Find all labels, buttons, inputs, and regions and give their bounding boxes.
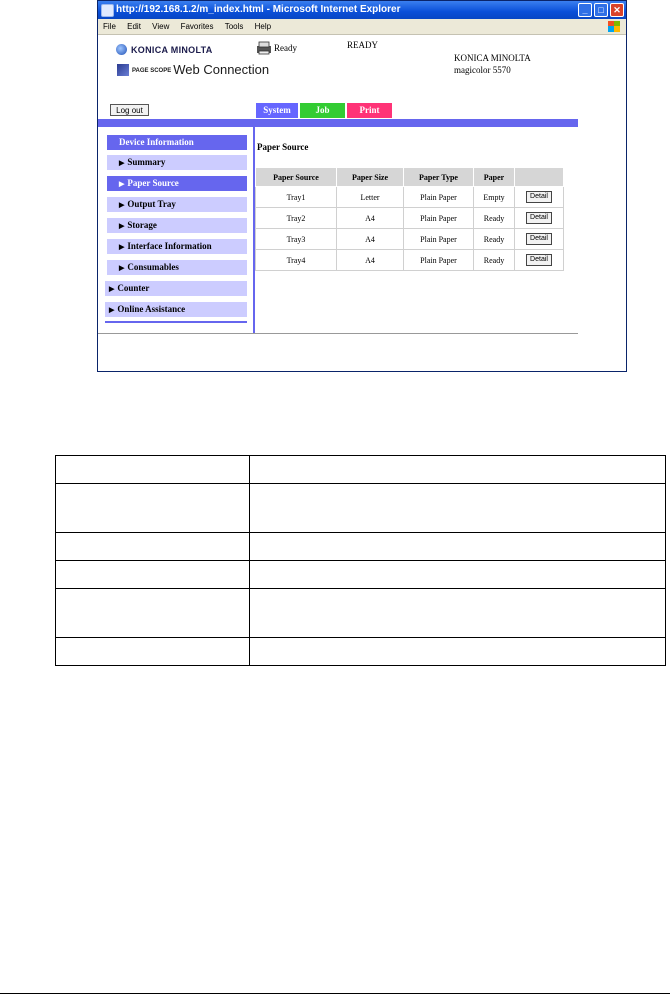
cell-status: Ready	[474, 208, 515, 229]
detail-button[interactable]: Detail	[526, 191, 552, 203]
table-row	[56, 484, 666, 533]
table-cell	[250, 589, 666, 638]
tab-system[interactable]: System	[256, 103, 298, 118]
cell-size: A4	[337, 250, 404, 271]
cell-action	[515, 229, 564, 250]
table-row	[256, 250, 564, 271]
table-cell	[250, 533, 666, 561]
windows-logo-icon	[608, 21, 620, 32]
sidebar-item-consumables[interactable]	[107, 260, 247, 275]
detail-button[interactable]: Detail	[526, 233, 552, 245]
cell-action	[515, 208, 564, 229]
sidebar-item-counter[interactable]	[105, 281, 247, 296]
sidebar-item-summary[interactable]	[107, 155, 247, 170]
cell-size: Letter	[337, 187, 404, 208]
cell-source: Tray3	[256, 229, 337, 250]
menu-help[interactable]: Help	[254, 22, 272, 31]
cell-type: Plain Paper	[404, 187, 474, 208]
table-row	[256, 229, 564, 250]
page-title: Paper Source	[257, 142, 309, 152]
table-cell	[56, 589, 250, 638]
column-header: Paper Type	[404, 168, 474, 187]
column-header-action	[515, 168, 564, 187]
table-cell	[250, 456, 666, 484]
konica-minolta-logo	[116, 44, 213, 55]
tab-job[interactable]: Job	[300, 103, 345, 118]
sidebar-item-label: Summary	[127, 157, 166, 167]
table-cell	[250, 484, 666, 533]
cell-status: Ready	[474, 250, 515, 271]
device-status: READY	[347, 40, 378, 50]
cell-type: Plain Paper	[404, 229, 474, 250]
column-header: Paper	[474, 168, 515, 187]
model-maker: KONICA MINOLTA	[454, 53, 531, 63]
table-row	[256, 187, 564, 208]
maximize-icon[interactable]: □	[594, 3, 608, 17]
sidebar	[98, 127, 255, 333]
title-bar	[98, 1, 626, 19]
table-cell	[56, 456, 250, 484]
cell-action	[515, 187, 564, 208]
table-cell	[250, 561, 666, 589]
pagescope-icon	[117, 64, 129, 76]
table-cell	[56, 638, 250, 666]
logout-button[interactable]: Log out	[110, 104, 149, 116]
table-row	[56, 456, 666, 484]
sidebar-item-label: Consumables	[127, 262, 179, 272]
description-table	[55, 455, 666, 666]
menu-tools[interactable]: Tools	[224, 22, 244, 31]
content-bottom-divider	[98, 333, 578, 334]
sidebar-item-label: Online Assistance	[117, 304, 186, 314]
cell-type: Plain Paper	[404, 250, 474, 271]
sidebar-item-paper-source[interactable]	[107, 176, 247, 191]
table-row	[56, 589, 666, 638]
cell-status: Ready	[474, 229, 515, 250]
product-name: Web Connection	[173, 62, 270, 77]
arrow-right-icon: ▶	[119, 159, 125, 167]
tab-print[interactable]: Print	[347, 103, 392, 118]
close-icon[interactable]: ✕	[610, 3, 624, 17]
table-cell	[56, 484, 250, 533]
arrow-right-icon: ▶	[119, 222, 125, 230]
printer-icon	[256, 41, 272, 55]
arrow-right-icon: ▶	[119, 201, 125, 209]
minimize-icon[interactable]: _	[578, 3, 592, 17]
sidebar-item-label: Paper Source	[127, 178, 179, 188]
table-row	[56, 638, 666, 666]
menu-view[interactable]: View	[152, 22, 170, 31]
table-cell	[250, 638, 666, 666]
table-row	[56, 561, 666, 589]
sidebar-item-online-assistance[interactable]	[105, 302, 247, 317]
menu-file[interactable]: File	[103, 22, 116, 31]
printer-status-label: Ready	[274, 43, 297, 53]
cell-status: Empty	[474, 187, 515, 208]
paper-source-table	[255, 167, 564, 271]
sidebar-item-interface-information[interactable]	[107, 239, 247, 254]
cell-action	[515, 250, 564, 271]
browser-window	[97, 0, 627, 372]
pagescope-logo	[117, 62, 269, 77]
header-divider	[98, 119, 578, 127]
product-small: PAGE SCOPE	[132, 68, 172, 74]
sidebar-item-label: Storage	[127, 220, 157, 230]
arrow-right-icon: ▶	[109, 306, 115, 314]
detail-button[interactable]: Detail	[526, 254, 552, 266]
brand-text: KONICA MINOLTA	[131, 45, 213, 55]
arrow-right-icon: ▶	[119, 243, 125, 251]
sidebar-item-label: Output Tray	[127, 199, 176, 209]
model-name: magicolor 5570	[454, 65, 511, 75]
detail-button[interactable]: Detail	[526, 212, 552, 224]
menu-edit[interactable]: Edit	[127, 22, 141, 31]
window-title: http://192.168.1.2/m_index.html - Microsoft Internet Explorer	[116, 4, 401, 15]
cell-source: Tray1	[256, 187, 337, 208]
cell-size: A4	[337, 208, 404, 229]
page-content	[98, 35, 626, 371]
table-row	[56, 533, 666, 561]
table-cell	[56, 533, 250, 561]
table-row	[256, 208, 564, 229]
cell-source: Tray4	[256, 250, 337, 271]
sidebar-item-output-tray[interactable]	[107, 197, 247, 212]
arrow-right-icon: ▶	[119, 264, 125, 272]
sidebar-item-label: Interface Information	[127, 241, 212, 251]
cell-source: Tray2	[256, 208, 337, 229]
arrow-right-icon: ▶	[119, 180, 125, 188]
menu-favorites[interactable]: Favorites	[180, 22, 214, 31]
sidebar-divider	[105, 321, 247, 323]
column-header: Paper Source	[256, 168, 337, 187]
cell-type: Plain Paper	[404, 208, 474, 229]
table-cell	[56, 561, 250, 589]
page-footer-rule	[0, 993, 670, 994]
sidebar-item-label: Counter	[117, 283, 150, 293]
cell-size: A4	[337, 229, 404, 250]
sidebar-item-device-information[interactable]: Device Information	[107, 135, 247, 150]
sidebar-item-storage[interactable]	[107, 218, 247, 233]
arrow-right-icon: ▶	[109, 285, 115, 293]
menu-bar	[98, 19, 626, 35]
globe-icon	[116, 44, 127, 55]
column-header: Paper Size	[337, 168, 404, 187]
table-header-row	[256, 168, 564, 187]
ie-icon	[101, 4, 114, 17]
